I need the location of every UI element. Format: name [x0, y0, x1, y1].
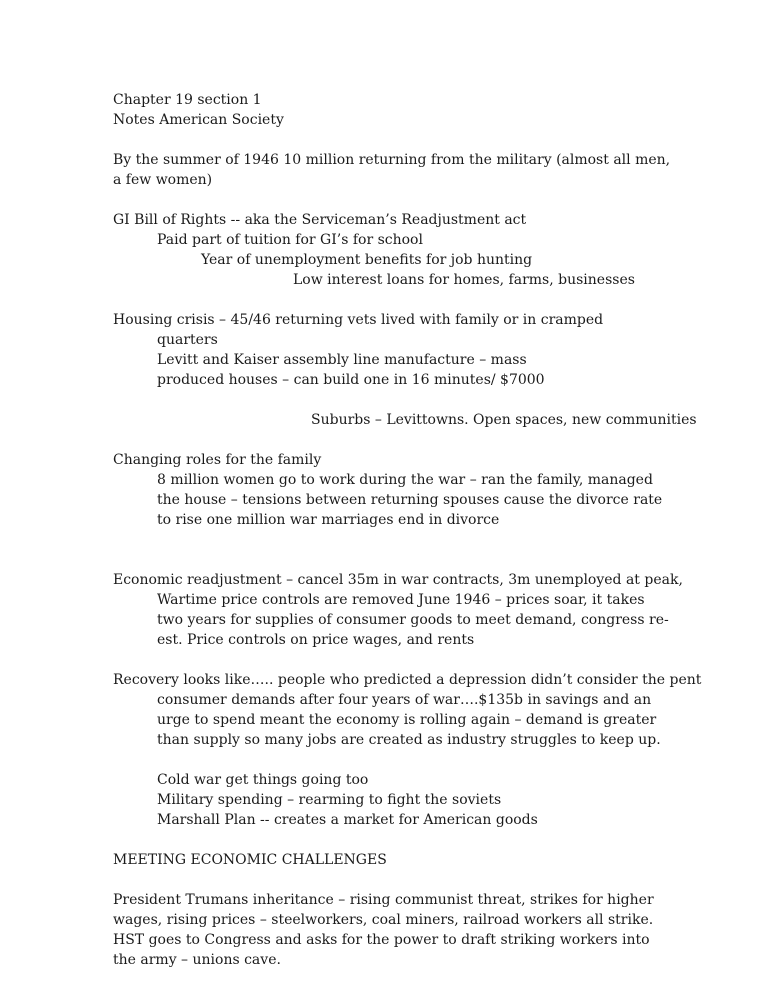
gi-bill-point: Year of unemployment benefits for job hunting [201, 252, 533, 268]
notes-subtitle: Notes American Society [113, 112, 284, 128]
housing-line: Levitt and Kaiser assembly line manufacture – mass [157, 352, 527, 368]
suburbs-line: Suburbs – Levittowns. Open spaces, new communities [311, 412, 697, 428]
economic-body: Wartime price controls are removed June 1946 – prices soar, it takes two years for supplies of consumer goods to meet demand, congress re-est. Price controls on price wages, and rents [157, 592, 669, 648]
notes-page [113, 90, 702, 970]
family-body: 8 million women go to work during the war – ran the family, managed the house – tensions between returning spouses cause the divorce rate to rise one million war marriages end in divorce [157, 472, 663, 528]
recovery-lead: Recovery looks like….. people who predicted a depression didn’t consider the pent [113, 672, 702, 688]
intro-paragraph: By the summer of 1946 10 million returning from the military (almost all men, a few women) [113, 152, 671, 188]
recovery-body: consumer demands after four years of war….$135b in savings and an urge to spend meant the economy is rolling again – demand is greater than supply so many jobs are created as industry struggles to keep up. [157, 692, 661, 748]
gi-bill-point: Low interest loans for homes, farms, businesses [293, 272, 635, 288]
chapter-title: Chapter 19 section 1 [113, 92, 262, 108]
housing-line: produced houses – can build one in 16 minutes/ $7000 [157, 372, 545, 388]
section-heading: MEETING ECONOMIC CHALLENGES [113, 852, 387, 868]
recovery-point: Marshall Plan -- creates a market for American goods [157, 812, 538, 828]
family-heading: Changing roles for the family [113, 452, 322, 468]
recovery-point: Military spending – rearming to fight the soviets [157, 792, 502, 808]
housing-line: quarters [157, 332, 218, 348]
truman-paragraph: President Trumans inheritance – rising communist threat, strikes for higher wages, rising prices – steelworkers, coal miners, railroad workers all strike. HST goes to Congress and asks for the power to draft striking workers into the army – unions cave. [113, 892, 654, 968]
economic-lead: Economic readjustment – cancel 35m in war contracts, 3m unemployed at peak, [113, 572, 683, 588]
recovery-point: Cold war get things going too [157, 772, 369, 788]
gi-bill-heading: GI Bill of Rights -- aka the Serviceman’s Readjustment act [113, 212, 527, 228]
housing-line: Housing crisis – 45/46 returning vets lived with family or in cramped [113, 312, 604, 328]
gi-bill-point: Paid part of tuition for GI’s for school [157, 232, 423, 248]
